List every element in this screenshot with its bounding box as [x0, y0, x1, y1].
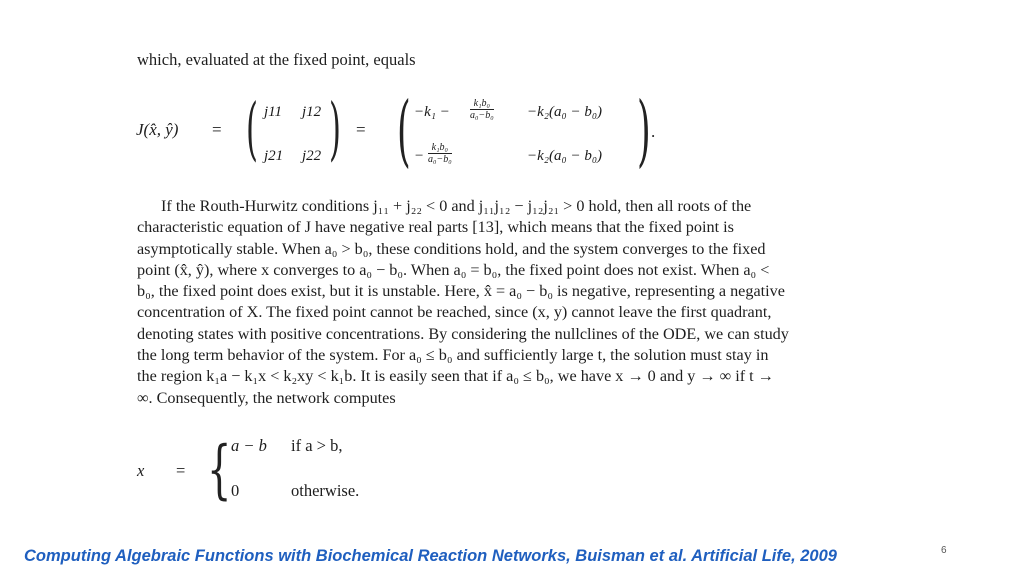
equation-period: .	[651, 122, 656, 141]
right-paren-matrix-2: )	[637, 86, 651, 176]
paragraph-line-text: ∞. Consequently, the network computes	[137, 388, 396, 407]
page-number: 6	[941, 545, 947, 556]
jacobian-lhs: J(x̂, ŷ)	[136, 120, 179, 139]
piecewise-case1-cond: if a > b,	[291, 436, 343, 455]
matrix-cell-j22: j22	[302, 148, 322, 164]
left-paren-matrix-1: (	[246, 90, 258, 169]
paragraph-line	[137, 217, 902, 238]
equals-sign-1: =	[212, 120, 222, 139]
matrix-cell-m21-a: −	[414, 148, 425, 164]
paragraph-line	[137, 281, 902, 302]
piecewise-lhs: x	[137, 461, 145, 480]
equals-sign-2: =	[356, 120, 366, 139]
paragraph-line	[137, 324, 902, 345]
piecewise-case1-expr: a − b	[231, 436, 267, 455]
left-paren-matrix-2: (	[397, 86, 411, 176]
m21-fraction-denominator: a₀−b₀	[428, 154, 452, 165]
piecewise-case2-expr: 0	[231, 481, 240, 500]
paragraph-line-text: concentration of X. The fixed point cannot be reached, since (x, y) cannot leave the first quadrant,	[137, 303, 772, 322]
intro-text: which, evaluated at the fixed point, equals	[137, 50, 416, 69]
m11-fraction-numerator: k₁b₀	[470, 98, 494, 110]
paragraph-line-text: the long term behavior of the system. For a₀ ≤ b₀ and sufficiently large t, the solution must stay in	[137, 346, 769, 365]
matrix-cell-m11-fraction	[470, 98, 494, 121]
paragraph-line	[137, 366, 902, 387]
citation-footer: Computing Algebraic Functions with Biochemical Reaction Networks, Buisman et al. Artificial Life, 2009	[24, 547, 837, 565]
paragraph-line	[137, 260, 902, 281]
piecewise-brace: {	[207, 433, 232, 507]
paragraph-line-text: b₀, the fixed point does exist, but it is unstable. Here, x̂ = a₀ − b₀ is negative, representing a negative	[137, 282, 785, 301]
matrix-cell-j21: j21	[264, 148, 284, 164]
paragraph-line	[137, 345, 902, 366]
paragraph-line	[137, 388, 902, 409]
paragraph-line-text: asymptotically stable. When a₀ > b₀, these conditions hold, and the system converges to the fixed	[137, 239, 766, 258]
body-paragraph	[137, 196, 902, 409]
piecewise-equals: =	[176, 461, 186, 480]
paragraph-line-text: denoting states with positive concentrations. By considering the nullclines of the ODE, we can study	[137, 324, 789, 343]
m21-fraction-numerator: k₁b₀	[428, 142, 452, 154]
matrix-cell-j11: j11	[264, 104, 283, 120]
paragraph-line-text: point (x̂, ŷ), where x converges to a₀ − b₀. When a₀ = b₀, the fixed point does not exist. When a₀ <	[137, 260, 770, 279]
piecewise-case2-cond: otherwise.	[291, 481, 360, 500]
paragraph-line	[137, 239, 902, 260]
matrix-cell-m11-a: −k₁ −	[414, 104, 450, 120]
paragraph-line-text: characteristic equation of J have negative real parts [13], which means that the fixed point is	[137, 218, 734, 237]
matrix-cell-m12: −k₂(a₀ − b₀)	[527, 104, 603, 120]
m11-fraction-denominator: a₀−b₀	[470, 110, 494, 121]
paragraph-line	[137, 302, 902, 323]
matrix-cell-m22: −k₂(a₀ − b₀)	[527, 148, 603, 164]
paragraph-line-text: the region k₁a − k₁x < k₂xy < k₁b. It is easily seen that if a₀ ≤ b₀, we have x → 0 and y → ∞ if t →	[137, 367, 774, 386]
matrix-cell-m21-fraction	[428, 142, 452, 165]
paragraph-line	[137, 196, 902, 217]
paragraph-line-text: If the Routh-Hurwitz conditions j₁₁ + j₂₂ < 0 and j₁₁j₁₂ − j₁₂j₂₁ > 0 hold, then all roots of the	[161, 197, 752, 215]
right-paren-matrix-1: )	[329, 90, 341, 169]
matrix-cell-j12: j12	[302, 104, 322, 120]
